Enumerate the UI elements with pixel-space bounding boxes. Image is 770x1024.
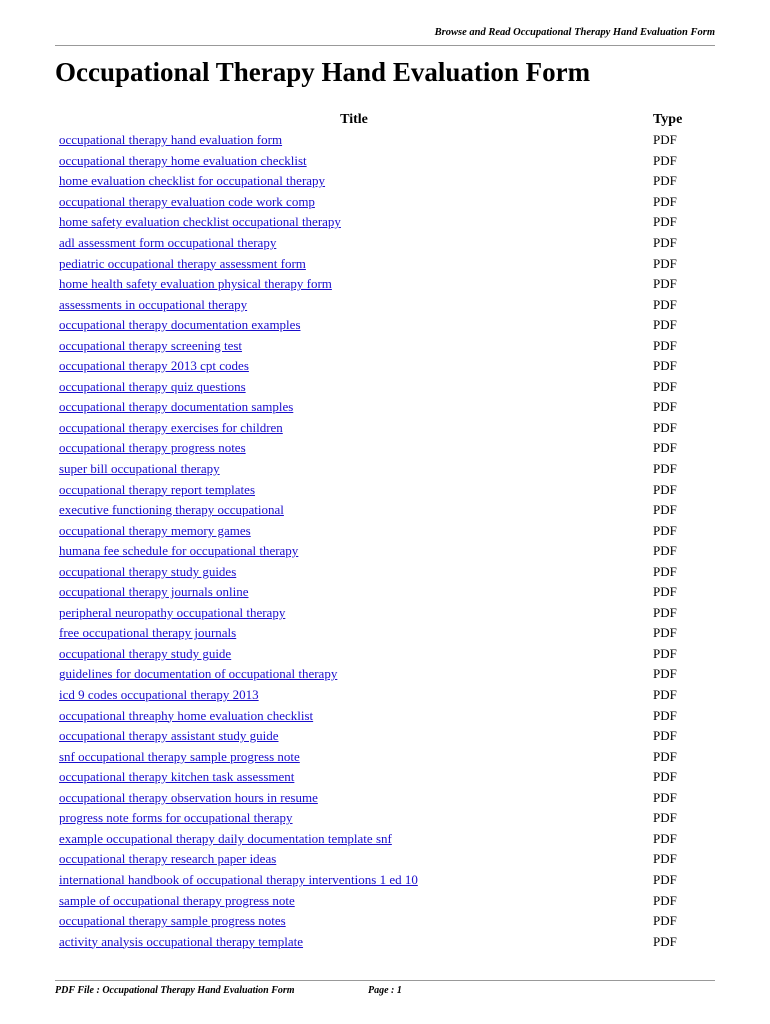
document-link[interactable]: international handbook of occupational therapy interventions 1 ed 10 — [59, 871, 418, 887]
footer-divider — [55, 980, 715, 981]
row-title-cell — [55, 233, 653, 254]
row-type-cell: PDF — [653, 666, 677, 682]
document-link[interactable]: occupational therapy research paper ideas — [59, 851, 277, 867]
row-type-cell: PDF — [653, 810, 677, 826]
document-link[interactable]: progress note forms for occupational therapy — [59, 810, 293, 826]
row-title-cell — [55, 849, 653, 870]
row-type-cell: PDF — [653, 235, 677, 250]
table-row — [55, 500, 695, 521]
row-title-cell — [55, 356, 653, 377]
table-row — [55, 212, 695, 233]
table-row — [55, 192, 695, 213]
table-row — [55, 253, 695, 274]
table-row — [55, 808, 695, 829]
row-type-cell: PDF — [653, 276, 677, 292]
row-title-cell — [55, 870, 653, 891]
row-title-cell — [55, 623, 653, 644]
table-row — [55, 890, 695, 911]
document-link[interactable]: guidelines for documentation of occupational therapy — [59, 666, 338, 682]
row-title-cell — [55, 664, 653, 685]
row-title-cell — [55, 335, 653, 356]
row-type-cell: PDF — [653, 132, 677, 148]
table-row — [55, 233, 695, 254]
row-title-cell — [55, 315, 653, 336]
document-link[interactable]: adl assessment form occupational therapy — [59, 235, 277, 250]
document-link[interactable]: occupational therapy 2013 cpt codes — [59, 358, 249, 374]
row-title-cell — [55, 603, 653, 624]
table-row — [55, 644, 695, 665]
table-row — [55, 151, 695, 172]
row-title-cell — [55, 397, 653, 418]
document-link[interactable]: assessments in occupational therapy — [59, 296, 248, 312]
document-link[interactable]: pediatric occupational therapy assessment form — [59, 255, 306, 271]
row-type-cell: PDF — [653, 892, 677, 908]
row-type-cell: PDF — [653, 440, 677, 456]
row-type-cell: PDF — [653, 604, 677, 620]
document-link[interactable]: sample of occupational therapy progress note — [59, 892, 295, 908]
row-type-cell: PDF — [653, 419, 677, 435]
document-link[interactable]: free occupational therapy journals — [59, 625, 237, 641]
row-title-cell — [55, 685, 653, 706]
table-row — [55, 541, 695, 562]
row-title-cell — [55, 418, 653, 439]
document-link[interactable]: occupational therapy documentation samples — [59, 399, 294, 415]
header-divider — [55, 45, 715, 46]
row-title-cell — [55, 377, 653, 398]
row-title-cell — [55, 890, 653, 911]
row-type-cell: PDF — [653, 728, 677, 744]
document-link[interactable]: occupational therapy report templates — [59, 481, 256, 497]
table-row — [55, 459, 695, 480]
table-row — [55, 479, 695, 500]
document-link[interactable]: occupational therapy documentation examples — [59, 317, 301, 333]
row-type-cell: PDF — [653, 563, 677, 579]
document-link[interactable]: icd 9 codes occupational therapy 2013 — [59, 687, 259, 703]
document-link[interactable]: occupational threaphy home evaluation checklist — [59, 707, 314, 723]
table-row — [55, 582, 695, 603]
row-type-cell: PDF — [653, 358, 677, 374]
table-row — [55, 705, 695, 726]
document-link[interactable]: occupational therapy study guide — [59, 645, 232, 661]
document-link[interactable]: occupational therapy home evaluation checklist — [59, 152, 307, 168]
row-type-cell: PDF — [653, 481, 677, 497]
row-type-cell: PDF — [653, 707, 677, 723]
table-row — [55, 911, 695, 932]
row-type-cell: PDF — [653, 337, 677, 353]
document-link[interactable]: occupational therapy quiz questions — [59, 378, 246, 394]
footer-page-number: Page : 1 — [368, 985, 402, 996]
header-text: Browse and Read Occupational Therapy Hand Evaluation Form — [434, 27, 715, 38]
row-title-cell — [55, 520, 653, 541]
row-type-cell: PDF — [653, 296, 677, 312]
document-link[interactable]: occupational therapy hand evaluation form — [59, 132, 283, 148]
document-link[interactable]: super bill occupational therapy — [59, 461, 220, 477]
document-link[interactable]: occupational therapy evaluation code work comp — [59, 193, 315, 209]
document-link[interactable]: humana fee schedule for occupational therapy — [59, 543, 299, 559]
row-type-cell: PDF — [653, 748, 677, 764]
row-title-cell — [55, 931, 653, 952]
row-title-cell — [55, 644, 653, 665]
row-title-cell — [55, 746, 653, 767]
table-row — [55, 561, 695, 582]
document-link[interactable]: home health safety evaluation physical therapy form — [59, 276, 332, 292]
row-title-cell — [55, 726, 653, 747]
row-type-cell: PDF — [653, 830, 677, 846]
document-link[interactable]: home safety evaluation checklist occupational therapy — [59, 214, 341, 230]
table-body — [55, 130, 695, 952]
row-type-cell: PDF — [653, 789, 677, 805]
table-row — [55, 685, 695, 706]
row-title-cell — [55, 541, 653, 562]
document-link[interactable]: example occupational therapy daily documentation template snf — [59, 830, 392, 846]
table-row — [55, 294, 695, 315]
table-row — [55, 315, 695, 336]
row-title-cell — [55, 130, 653, 151]
document-link[interactable]: occupational therapy journals online — [59, 584, 249, 600]
table-row — [55, 335, 695, 356]
table-row — [55, 849, 695, 870]
row-type-cell: PDF — [653, 461, 677, 477]
table-row — [55, 520, 695, 541]
row-type-cell: PDF — [653, 913, 677, 929]
row-type-cell: PDF — [653, 933, 677, 949]
row-title-cell — [55, 911, 653, 932]
row-title-cell — [55, 767, 653, 788]
table-row — [55, 397, 695, 418]
row-type-cell: PDF — [653, 317, 677, 333]
row-title-cell — [55, 582, 653, 603]
column-header-type: Type — [653, 112, 683, 127]
row-type-cell: PDF — [653, 378, 677, 394]
row-title-cell — [55, 561, 653, 582]
row-title-cell — [55, 274, 653, 295]
document-link[interactable]: home evaluation checklist for occupational therapy — [59, 173, 326, 189]
row-type-cell: PDF — [653, 399, 677, 415]
row-title-cell — [55, 479, 653, 500]
row-type-cell: PDF — [653, 769, 677, 785]
row-title-cell — [55, 294, 653, 315]
row-type-cell: PDF — [653, 193, 677, 209]
row-title-cell — [55, 705, 653, 726]
document-link[interactable]: occupational therapy study guides — [59, 563, 237, 579]
row-title-cell — [55, 151, 653, 172]
document-link[interactable]: occupational therapy progress notes — [59, 440, 246, 456]
document-link[interactable]: activity analysis occupational therapy template — [59, 933, 304, 949]
row-title-cell — [55, 829, 653, 850]
row-type-cell: PDF — [653, 543, 677, 559]
table-row — [55, 603, 695, 624]
row-title-cell — [55, 192, 653, 213]
table-row — [55, 623, 695, 644]
table-row — [55, 377, 695, 398]
row-type-cell: PDF — [653, 502, 677, 518]
row-type-cell: PDF — [653, 522, 677, 538]
table-row — [55, 664, 695, 685]
row-type-cell: PDF — [653, 173, 677, 189]
row-title-cell — [55, 438, 653, 459]
table-header-row — [55, 110, 695, 130]
footer-file-label: PDF File : Occupational Therapy Hand Evaluation Form — [55, 985, 295, 996]
row-title-cell — [55, 171, 653, 192]
document-link[interactable]: occupational therapy sample progress notes — [59, 913, 286, 929]
table-row — [55, 726, 695, 747]
row-type-cell: PDF — [653, 625, 677, 641]
column-header-title: Title — [340, 112, 368, 127]
document-link[interactable]: occupational therapy observation hours in resume — [59, 789, 318, 805]
row-title-cell — [55, 788, 653, 809]
table-row — [55, 870, 695, 891]
table-row — [55, 418, 695, 439]
document-link[interactable]: occupational therapy memory games — [59, 522, 251, 538]
row-title-cell — [55, 212, 653, 233]
row-title-cell — [55, 253, 653, 274]
row-type-cell: PDF — [653, 584, 677, 600]
row-type-cell: PDF — [653, 871, 677, 887]
row-type-cell: PDF — [653, 152, 677, 168]
table-row — [55, 356, 695, 377]
table-row — [55, 931, 695, 952]
document-list-table — [55, 110, 695, 952]
row-type-cell: PDF — [653, 851, 677, 867]
document-link[interactable]: occupational therapy kitchen task assessment — [59, 769, 295, 785]
table-row — [55, 788, 695, 809]
page-title: Occupational Therapy Hand Evaluation Form — [55, 57, 591, 87]
document-link[interactable]: occupational therapy exercises for children — [59, 419, 283, 435]
table-row — [55, 767, 695, 788]
document-link[interactable]: occupational therapy assistant study guide — [59, 728, 279, 744]
document-link[interactable]: executive functioning therapy occupational — [59, 502, 284, 518]
row-title-cell — [55, 500, 653, 521]
table-row — [55, 829, 695, 850]
row-type-cell: PDF — [653, 645, 677, 661]
row-type-cell: PDF — [653, 255, 677, 271]
table-row — [55, 438, 695, 459]
row-type-cell: PDF — [653, 214, 677, 230]
document-link[interactable]: snf occupational therapy sample progress note — [59, 748, 300, 764]
row-type-cell: PDF — [653, 687, 677, 703]
row-title-cell — [55, 459, 653, 480]
document-link[interactable]: peripheral neuropathy occupational therapy — [59, 604, 286, 620]
document-link[interactable]: occupational therapy screening test — [59, 337, 243, 353]
row-title-cell — [55, 808, 653, 829]
table-row — [55, 274, 695, 295]
table-row — [55, 130, 695, 151]
table-row — [55, 171, 695, 192]
table-row — [55, 746, 695, 767]
